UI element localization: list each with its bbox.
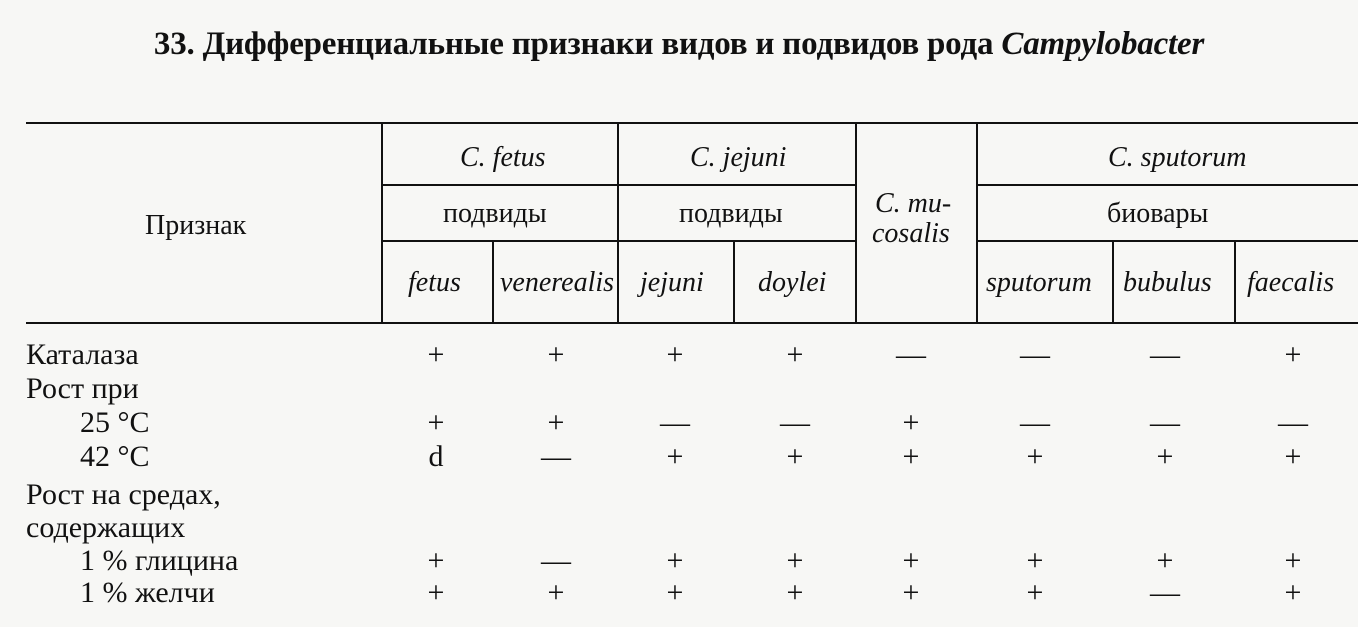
cell-catalase-bubulus: — [1150, 338, 1180, 371]
cell-glycine-fetus: + [427, 544, 445, 577]
rule-fetus-jejuni-under-species [383, 184, 855, 186]
vrule-mucosalis-sputorum [976, 122, 978, 323]
cell-42c-venerealis: — [541, 440, 571, 473]
cell-glycine-jejuni: + [666, 544, 684, 577]
cell-42c-jejuni: + [666, 440, 684, 473]
cell-bile-faecalis: + [1284, 576, 1302, 609]
cell-25c-doylei: — [780, 406, 810, 439]
cell-glycine-bubulus: + [1156, 544, 1174, 577]
row-label-25c: 25 °C [80, 406, 150, 439]
cell-glycine-doylei: + [786, 544, 804, 577]
vrule-fetus-venerealis [492, 241, 494, 323]
cell-catalase-venerealis: + [547, 338, 565, 371]
title-text: Дифференциальные признаки видов и подвидов рода [202, 26, 994, 62]
species-fetus: C. fetus [460, 142, 546, 173]
feature-header: Признак [145, 210, 247, 241]
cell-42c-faecalis: + [1284, 440, 1302, 473]
table-title [0, 26, 1358, 63]
rule-fetus-jejuni-under-sub [383, 240, 855, 242]
column-header-fetus: fetus [408, 267, 461, 298]
row-label-glycine: 1 % глицина [80, 544, 239, 577]
cell-42c-bubulus: + [1156, 440, 1174, 473]
cell-25c-sputorum: — [1020, 406, 1050, 439]
cell-25c-faecalis: — [1278, 406, 1308, 439]
cell-bile-bubulus: — [1150, 576, 1180, 609]
vrule-sputorum-bubulus [1112, 241, 1114, 323]
cell-25c-jejuni: — [660, 406, 690, 439]
cell-bile-fetus: + [427, 576, 445, 609]
cell-25c-venerealis: + [547, 406, 565, 439]
row-label-42c: 42 °C [80, 440, 150, 473]
cell-glycine-mucosalis: + [902, 544, 920, 577]
cell-bile-venerealis: + [547, 576, 565, 609]
rule-sputorum-under-sub [977, 240, 1358, 242]
cell-42c-sputorum: + [1026, 440, 1044, 473]
title-number: 33. [153, 26, 195, 62]
row-label-growth-media: Рост на средах, [26, 478, 221, 511]
row-label-containing: содержащих [26, 511, 186, 544]
column-header-venerealis: venerealis [500, 267, 615, 298]
column-header-faecalis: faecalis [1247, 267, 1335, 298]
vrule-fetus-jejuni [617, 122, 619, 323]
cell-bile-doylei: + [786, 576, 804, 609]
cell-bile-mucosalis: + [902, 576, 920, 609]
column-header-jejuni: jejuni [640, 267, 704, 298]
species-sputorum: C. sputorum [1108, 142, 1247, 173]
vrule-feature [381, 122, 383, 323]
cell-glycine-sputorum: + [1026, 544, 1044, 577]
cell-catalase-mucosalis: — [896, 338, 926, 371]
vrule-jejuni-mucosalis [855, 122, 857, 323]
cell-bile-jejuni: + [666, 576, 684, 609]
cell-catalase-faecalis: + [1284, 338, 1302, 371]
cell-bile-sputorum: + [1026, 576, 1044, 609]
species-mucosalis-line1: C. mu- [875, 188, 952, 219]
cell-catalase-doylei: + [786, 338, 804, 371]
row-label-bile: 1 % желчи [80, 576, 215, 609]
cell-25c-mucosalis: + [902, 406, 920, 439]
cell-glycine-venerealis: — [541, 544, 571, 577]
vrule-bubulus-faecalis [1234, 241, 1236, 323]
column-header-bubulus: bubulus [1123, 267, 1212, 298]
title-genus: Campylobacter [1001, 26, 1205, 62]
row-label-catalase: Каталаза [26, 338, 139, 371]
rule-header-bottom [26, 322, 1358, 324]
cell-25c-bubulus: — [1150, 406, 1180, 439]
row-label-growth-at: Рост при [26, 372, 139, 405]
species-jejuni: C. jejuni [690, 142, 787, 173]
cell-42c-mucosalis: + [902, 440, 920, 473]
cell-catalase-jejuni: + [666, 338, 684, 371]
rule-sputorum-under-species [977, 184, 1358, 186]
column-header-doylei: doylei [758, 267, 827, 298]
column-header-sputorum: sputorum [986, 267, 1092, 298]
sub-label-fetus: подвиды [443, 198, 547, 229]
sub-label-sputorum: биовары [1107, 198, 1209, 229]
cell-glycine-faecalis: + [1284, 544, 1302, 577]
cell-42c-doylei: + [786, 440, 804, 473]
cell-25c-fetus: + [427, 406, 445, 439]
cell-42c-fetus: d [428, 440, 444, 473]
species-mucosalis-line2: cosalis [872, 218, 950, 249]
cell-catalase-fetus: + [427, 338, 445, 371]
sub-label-jejuni: подвиды [679, 198, 783, 229]
cell-catalase-sputorum: — [1020, 338, 1050, 371]
rule-top [26, 122, 1358, 124]
vrule-jejuni-doylei [733, 241, 735, 323]
